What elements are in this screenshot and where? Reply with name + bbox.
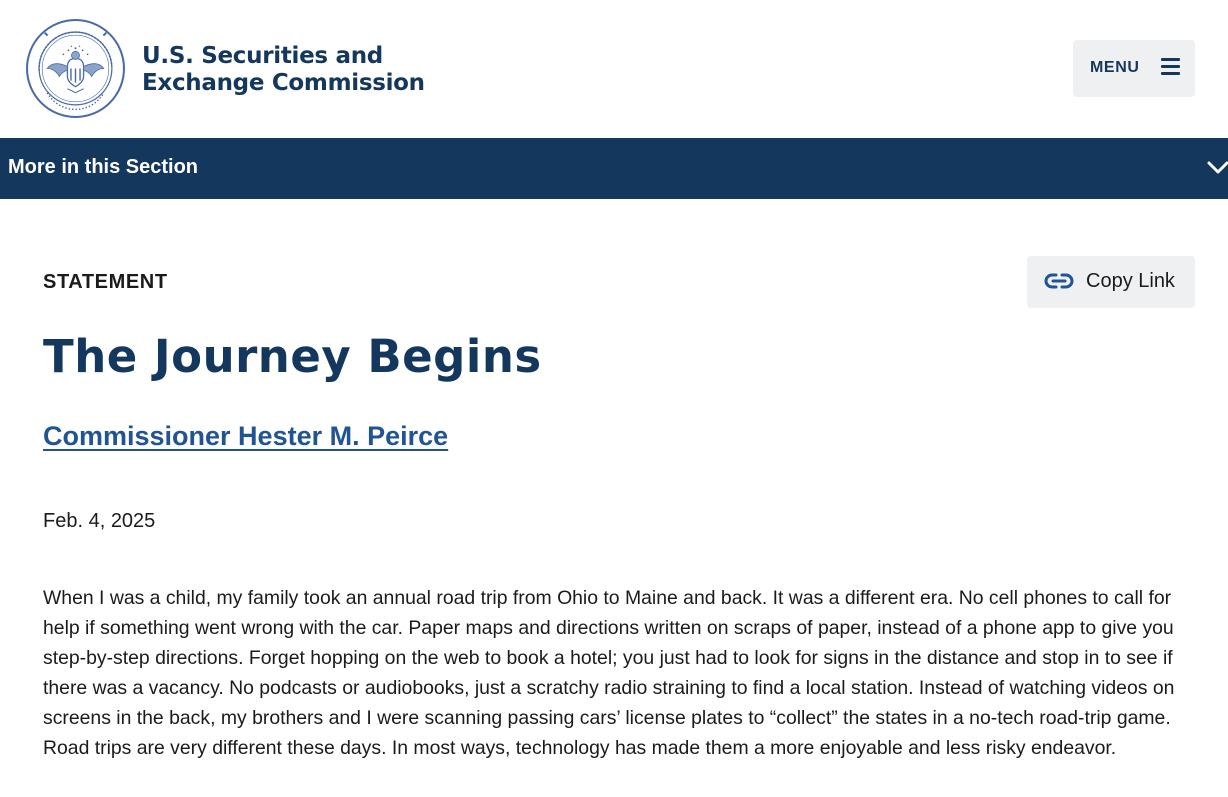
publish-date: Feb. 4, 2025 — [43, 510, 156, 532]
site-header — [0, 0, 1228, 138]
sec-seal-logo[interactable] — [25, 18, 126, 119]
copy-link-label: Copy Link — [1086, 270, 1175, 292]
agency-name-line1: U.S. Securities and — [142, 43, 383, 69]
section-nav-label: More in this Section — [8, 156, 199, 178]
document-type-label: STATEMENT — [43, 271, 168, 293]
article-paragraph: When I was a child, my family took an annual road trip from Ohio to Maine and back. It was a different era. No cell phones to call for help if something went wrong with the car. Paper maps and directions written on scraps of paper, instead of a phone app to give you step-by-step directions. Forget hopping on the web to book a hotel; you just had to look for signs in the distance and stop in to see if there was a vacancy. No podcasts or audiobooks, just a scratchy radio straining to find a local station. Instead of watching videos on screens in the back, my brothers and I were scanning passing cars’ license plates to “collect” the states in a no-tech road-trip game. Road trips are very different these days. In most ways, technology has made them a more enjoyable and less risky endeavor. — [43, 587, 1175, 759]
menu-button[interactable] — [1073, 40, 1195, 97]
menu-label: MENU — [1090, 59, 1140, 76]
copy-link-button[interactable] — [1027, 256, 1195, 308]
agency-name[interactable] — [142, 43, 425, 97]
link-icon — [1044, 271, 1074, 291]
hamburger-icon — [1161, 58, 1180, 80]
more-in-this-section-toggle[interactable] — [0, 138, 1228, 199]
agency-name-line2: Exchange Commission — [142, 70, 425, 96]
chevron-down-icon — [1206, 158, 1228, 178]
page-title: The Journey Begins — [43, 330, 542, 383]
author-link[interactable]: Commissioner Hester M. Peirce — [43, 421, 449, 451]
